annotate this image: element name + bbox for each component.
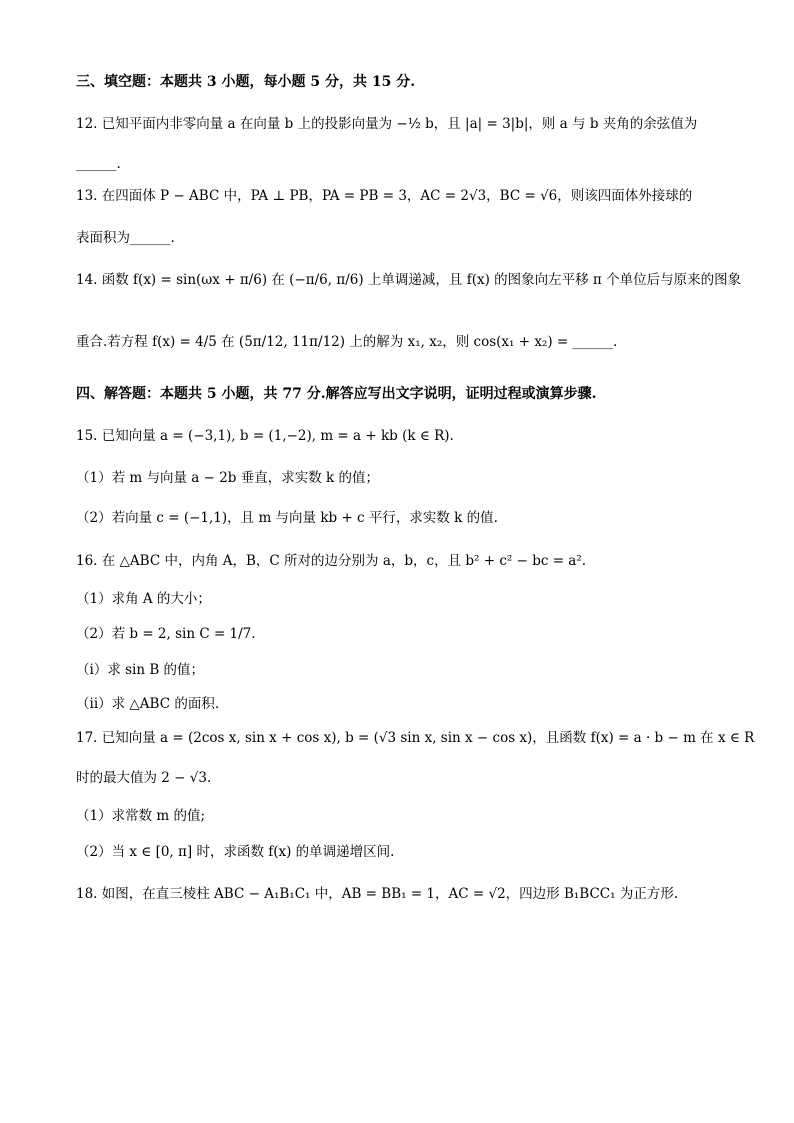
question-13-continued: 表面积为______.	[76, 230, 175, 246]
question-16-part-2-i: （i）求 sin B 的值；	[76, 662, 205, 678]
question-17: 17. 已知向量 a = (2cos x, sin x + cos x), b = (√3 sin x, sin x − cos x)，且函数 f(x) = a · b − m 在 x ∈ R	[76, 730, 755, 746]
question-12-answer-blank: ______.	[76, 156, 121, 172]
question-15-part-2: （2）若向量 c = (−1,1)，且 m 与向量 kb + c 平行，求实数 k 的值.	[76, 510, 498, 526]
question-16-part-2: （2）若 b = 2, sin C = 1/7.	[76, 626, 256, 642]
question-16-part-1: （1）求角 A 的大小；	[76, 591, 211, 607]
question-15-part-1: （1）若 m 与向量 a − 2b 垂直，求实数 k 的值；	[76, 470, 379, 486]
question-17-continued: 时的最大值为 2 − √3.	[76, 770, 212, 786]
section-fill-in-heading: 三、填空题：本题共 3 小题，每小题 5 分，共 15 分.	[76, 74, 416, 90]
question-17-part-1: （1）求常数 m 的值;	[76, 808, 206, 824]
question-14: 14. 函数 f(x) = sin(ωx + π/6) 在 (−π/6, π/6) 上单调递减，且 f(x) 的图象向左平移 π 个单位后与原来的图象	[76, 272, 742, 288]
question-15: 15. 已知向量 a = (−3,1), b = (1,−2), m = a + kb (k ∈ R).	[76, 428, 454, 444]
question-13: 13. 在四面体 P − ABC 中，PA ⊥ PB，PA = PB = 3，AC = 2√3，BC = √6，则该四面体外接球的	[76, 188, 693, 204]
question-14-continued: 重合.若方程 f(x) = 4/5 在 (5π/12, 11π/12) 上的解为 x₁, x₂，则 cos(x₁ + x₂) = ______.	[76, 334, 618, 350]
question-12: 12. 已知平面内非零向量 a 在向量 b 上的投影向量为 −½ b，且 |a| = 3|b|，则 a 与 b 夹角的余弦值为	[76, 116, 698, 132]
question-17-part-2: （2）当 x ∈ [0, π] 时，求函数 f(x) 的单调递增区间.	[76, 844, 395, 860]
section-solution-heading: 四、解答题：本题共 5 小题，共 77 分.解答应写出文字说明，证明过程或演算步骤.	[76, 386, 597, 402]
question-16: 16. 在 △ABC 中，内角 A，B，C 所对的边分别为 a，b，c，且 b² + c² − bc = a².	[76, 553, 587, 569]
question-16-part-2-ii: （ii）求 △ABC 的面积.	[76, 696, 220, 712]
question-18: 18. 如图，在直三棱柱 ABC − A₁B₁C₁ 中，AB = BB₁ = 1，AC = √2，四边形 B₁BCC₁ 为正方形.	[76, 886, 679, 902]
